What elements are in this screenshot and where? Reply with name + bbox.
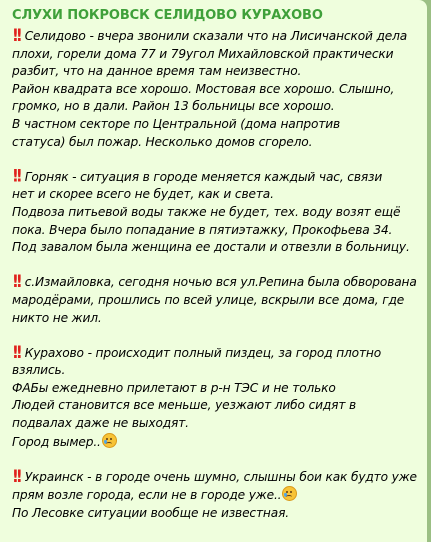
crying-face-icon	[282, 486, 297, 501]
post-line: Под завалом была женщина ее достали и отвезли в больницу.	[12, 240, 410, 255]
post-paragraph-izmaylovka	[12, 270, 421, 327]
post-line: Людей становится все меньше, уезжают либо сидят в	[12, 398, 357, 413]
post-line-text: Город вымер..	[12, 434, 101, 449]
post-line-text: прям возле города, если не в городе уже..	[12, 488, 282, 503]
post-line-text: Селидово - вчера звонили сказали что на Лисичанской дела	[24, 29, 408, 43]
post-line: статуса) был пожар. Несколько домов сгорело.	[12, 134, 313, 149]
post-line	[12, 433, 421, 452]
post-line: нет и скорее всего не будет, как и света.	[12, 187, 274, 202]
double-exclamation-icon: !!	[12, 24, 20, 46]
double-exclamation-icon: !!	[12, 270, 20, 292]
post-text	[12, 24, 421, 523]
post-line: разбит, что на данное время там неизвестно.	[12, 64, 302, 79]
post-line-text: с.Измайловка, сегодня ночью вся ул.Репина была обворована	[24, 275, 417, 290]
post-line: ФАБы ежедневно прилетают в р-н ТЭС и не только	[12, 380, 336, 395]
post-line: По Лесовке ситуации вообще не известная.	[12, 506, 289, 521]
post-line: плохи, горели дома 77 и 79угол Михайловской практически	[12, 46, 394, 61]
post-line-text: Украинск - в городе очень шумно, слышны бои как будто уже	[24, 469, 417, 484]
post-paragraph-gornyak	[12, 165, 421, 257]
channel-name[interactable]: СЛУХИ ПОКРОВСК СЕЛИДОВО КУРАХОВО	[12, 8, 323, 23]
double-exclamation-icon: !!	[12, 465, 20, 487]
post-paragraph-ukrainsk	[12, 465, 421, 523]
post-line	[12, 341, 421, 363]
crying-face-icon	[102, 433, 117, 448]
post-line: пока. Вчера было попадание в пятиэтажку, Прокофьева 34.	[12, 222, 393, 237]
post-line: никто не жил.	[12, 310, 102, 325]
post-line	[12, 270, 421, 292]
post-line: громко, но в дали. Район 13 больницы все хорошо.	[12, 99, 335, 114]
post-line	[12, 486, 421, 505]
post-line	[12, 24, 421, 46]
post-line: взялись.	[12, 363, 66, 378]
post-line-text: Курахово - происходит полный пиздец, за город плотно	[24, 345, 382, 360]
post-line	[12, 465, 421, 487]
post-line: Район квадрата все хорошо. Мостовая все хорошо. Слышно,	[12, 81, 395, 96]
post-line: мародёрами, прошлись по всей улице, вскрыли все дома, где	[12, 292, 405, 307]
post-line: Подвоза питьевой воды также не будет, тех. воду возят ещё	[12, 204, 401, 219]
post-line-text: Горняк - ситуация в городе меняется каждый час, связи	[24, 169, 383, 184]
post-line: подвалах даже не выходят.	[12, 416, 189, 431]
double-exclamation-icon: !!	[12, 341, 20, 363]
post-paragraph-selidovo	[12, 24, 421, 151]
post-line	[12, 165, 421, 187]
double-exclamation-icon: !!	[12, 165, 20, 187]
chat-background-strip	[427, 0, 431, 542]
post-paragraph-kurakhovo	[12, 341, 421, 452]
post-line: В частном секторе по Центральной (дома напротив	[12, 116, 341, 131]
